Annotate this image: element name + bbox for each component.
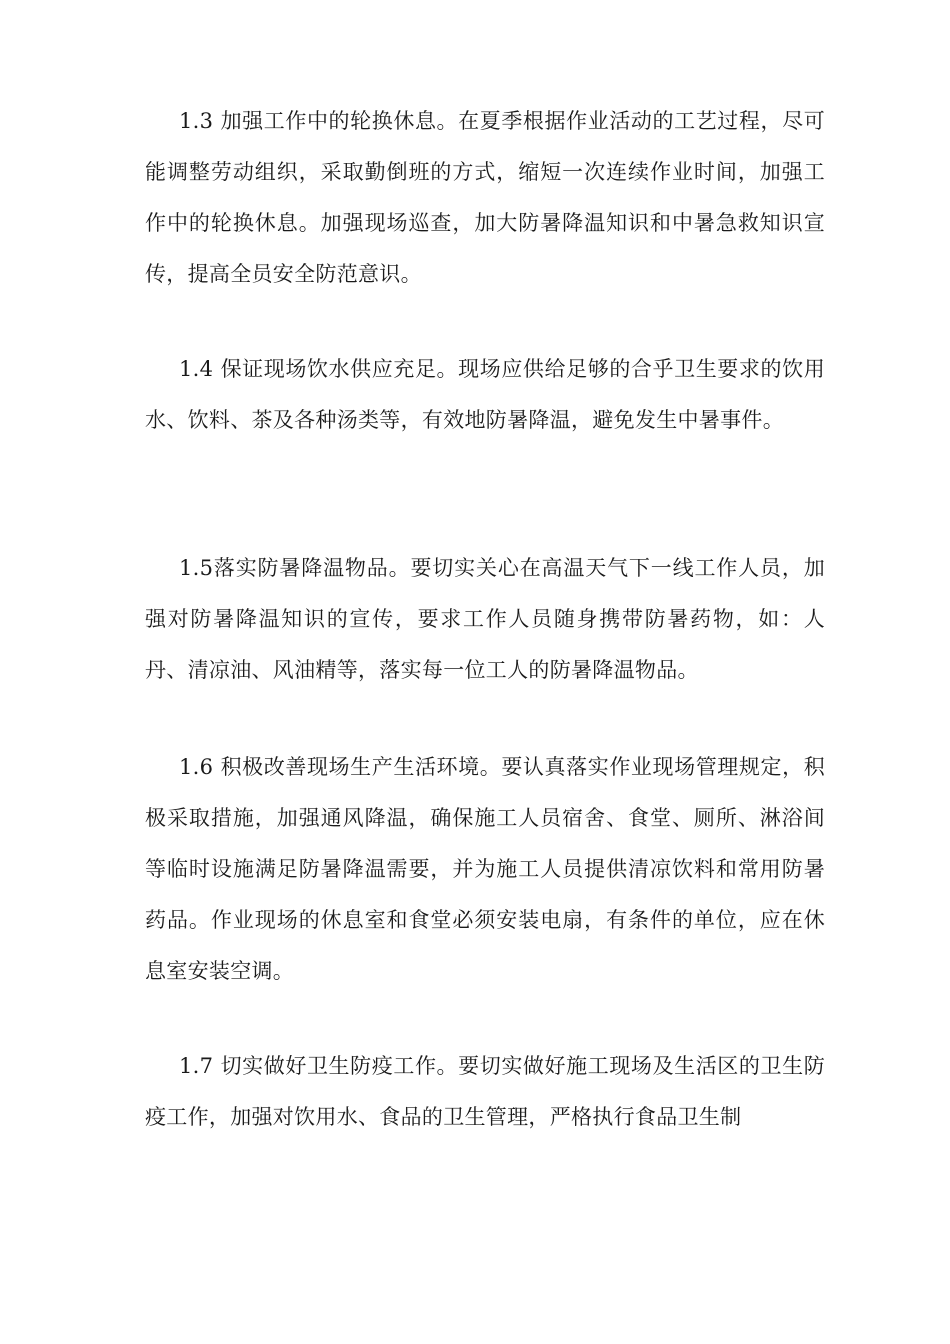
paragraph-1-7: 1.7 切实做好卫生防疫工作。要切实做好施工现场及生活区的卫生防疫工作，加强对饮用水、食品的卫生管理，严格执行食品卫生制: [145, 1054, 825, 1129]
paragraph-1-3: 1.3 加强工作中的轮换休息。在夏季根据作业活动的工艺过程，尽可能调整劳动组织，采取勤倒班的方式，缩短一次连续作业时间，加强工作中的轮换休息。加强现场巡查，加大防暑降温知识和中暑急救知识宣传，提高全员安全防范意识。: [145, 109, 825, 286]
paragraph-1-5: 1.5落实防暑降温物品。要切实关心在高温天气下一线工作人员，加强对防暑降温知识的宣传，要求工作人员随身携带防暑药物，如：人丹、清凉油、风油精等，落实每一位工人的防暑降温物品。: [145, 556, 825, 682]
paragraph-1-6: 1.6 积极改善现场生产生活环境。要认真落实作业现场管理规定，积极采取措施，加强通风降温，确保施工人员宿舍、食堂、厕所、淋浴间等临时设施满足防暑降温需要，并为施工人员提供清凉饮料和常用防暑药品。作业现场的休息室和食堂必须安装电扇，有条件的单位，应在休息室安装空调。: [145, 755, 825, 983]
paragraph-1-4: 1.4 保证现场饮水供应充足。现场应供给足够的合乎卫生要求的饮用水、饮料、茶及各种汤类等，有效地防暑降温，避免发生中暑事件。: [145, 357, 825, 432]
